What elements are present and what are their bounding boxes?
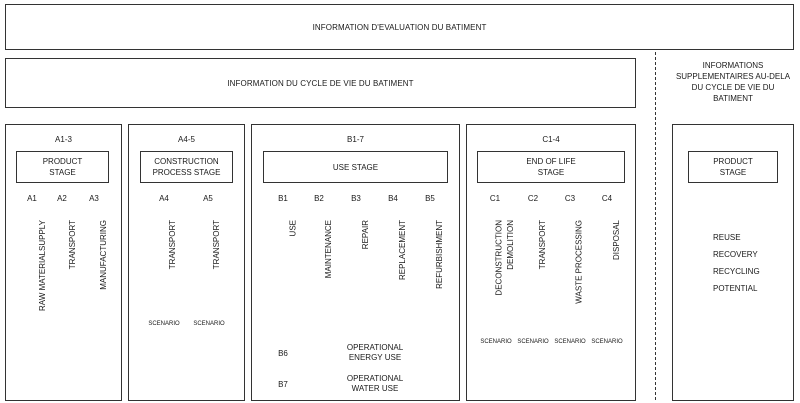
scenario-label: SCENARIO	[591, 339, 623, 345]
scenario-label: SCENARIO	[517, 339, 549, 345]
list-item: POTENTIAL	[713, 284, 758, 293]
subcode: C2	[527, 194, 539, 203]
building-assessment-title: INFORMATION D'EVALUATION DU BATIMENT	[312, 22, 487, 32]
benefits-list	[713, 229, 760, 297]
subcode: A3	[89, 194, 99, 203]
building-assessment-box	[5, 4, 794, 50]
subcode: A1	[27, 194, 37, 203]
module-code: C1-4	[542, 135, 560, 144]
stage-box-product: PRODUCT STAGE	[16, 151, 109, 183]
dashed-separator	[655, 52, 656, 400]
module-code: B1-7	[347, 135, 364, 144]
subcode: B4	[388, 194, 398, 203]
subcode: B3	[351, 194, 361, 203]
building-lifecycle-title: INFORMATION DU CYCLE DE VIE DU BATIMENT	[227, 78, 414, 88]
subcode: C4	[601, 194, 613, 203]
subcode: B2	[314, 194, 324, 203]
operational-water-label: OPERATIONAL WATER USE	[346, 374, 404, 393]
building-lifecycle-box	[5, 58, 636, 108]
list-item: RECYCLING	[713, 267, 760, 276]
subcode: A5	[203, 194, 213, 203]
scenario-label: SCENARIO	[193, 321, 225, 327]
subcode: B7	[278, 380, 288, 389]
scenario-label: SCENARIO	[148, 321, 180, 327]
module-code: A1-3	[55, 135, 72, 144]
subcode: C1	[489, 194, 501, 203]
subcode: C3	[564, 194, 576, 203]
subcode: B1	[278, 194, 288, 203]
list-item: RECOVERY	[713, 250, 758, 259]
operational-energy-label: OPERATIONAL ENERGY USE	[346, 343, 404, 362]
stage-box-use: USE STAGE	[263, 151, 448, 183]
stage-box-end-of-life: END OF LIFE STAGE	[477, 151, 625, 183]
subcode: B5	[425, 194, 435, 203]
stage-box-construction: CONSTRUCTION PROCESS STAGE	[140, 151, 233, 183]
supplementary-info-title: INFORMATIONS SUPPLEMENTAIRES AU-DELA DU CYCLE DE VIE DU BATIMENT	[675, 61, 791, 103]
subcode: A2	[57, 194, 67, 203]
subcode: A4	[159, 194, 169, 203]
scenario-label: SCENARIO	[554, 339, 586, 345]
stage-box-product-d: PRODUCT STAGE	[688, 151, 778, 183]
subcode: B6	[278, 349, 288, 358]
module-code: A4-5	[178, 135, 195, 144]
scenario-label: SCENARIO	[480, 339, 512, 345]
list-item: REUSE	[713, 233, 741, 242]
